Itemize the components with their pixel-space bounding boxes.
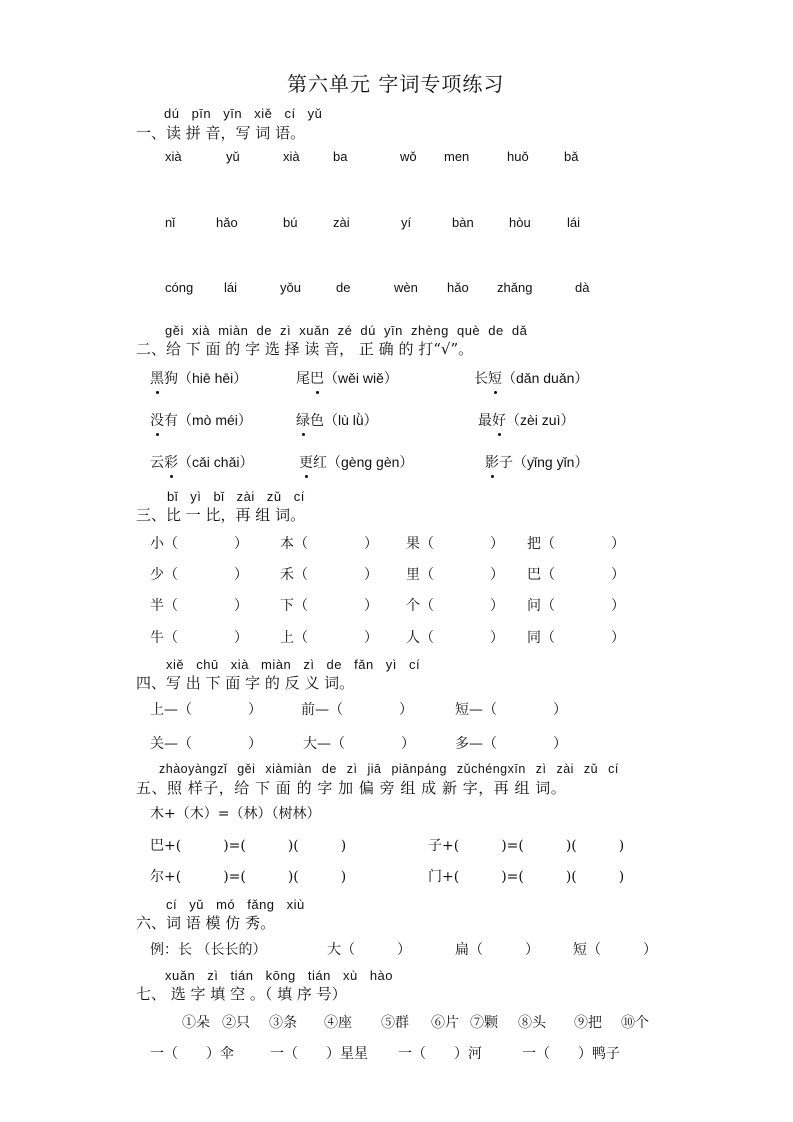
pinyin-cell: yǔ [226,149,240,164]
choice-item: 最好（zèi zuì） [478,412,575,429]
measure-word-cell[interactable]: 一（ ）星星 [270,1046,368,1062]
imitate-cell[interactable]: 扁（ ） [455,942,539,958]
compare-cell[interactable]: 半（ ） [150,598,248,614]
antonym-cell[interactable]: 多—（ ） [455,736,567,752]
option-list [0,1012,793,1032]
compare-cell[interactable]: 上（ ） [280,630,378,646]
pinyin-cell: ba [333,149,348,164]
antonym-cell[interactable]: 短—（ ） [455,702,567,718]
pinyin-options[interactable]: （dǎn duǎn） [502,370,589,386]
choice-item: 影子（yǐng yǐn） [485,454,589,471]
pinyin-cell: lái [224,280,238,295]
radical-row-cell[interactable]: 尔+( )=( )( ) [150,869,347,885]
sec1-row-1 [0,149,793,165]
pinyin-cell: dà [575,280,590,295]
page-title: 第六单元 字词专项练习 [287,72,505,96]
pinyin-cell: men [444,149,470,164]
option-item: ⑦颗 [470,1015,498,1031]
pinyin-options[interactable]: （wěi wiě） [324,370,398,386]
pinyin-cell: yǒu [280,280,301,295]
compare-cell[interactable]: 本（ ） [280,536,378,552]
pinyin-cell: zài [333,215,350,230]
option-item: ①朵 [182,1015,210,1031]
sec1-row-3 [0,280,793,296]
sec1-row-2 [0,215,793,231]
marked-char: 好 [492,410,506,430]
sec5-heading: 五、照 样子，给 下 面 的 字 加 偏 旁 组 成 新 字，再 组 词。 [136,779,567,797]
pinyin-cell: xià [165,149,182,164]
antonym-cell[interactable]: 关—（ ） [150,736,262,752]
pinyin-cell: xià [283,149,300,164]
compare-cell[interactable]: 问（ ） [527,598,625,614]
option-item: ⑤群 [381,1015,409,1031]
pinyin-cell: hǎo [216,215,238,230]
choice-item: 没有（mò méi） [150,412,252,429]
pinyin-cell: cóng [165,280,194,295]
compare-cell[interactable]: 果（ ） [406,536,504,552]
compare-cell[interactable]: 个（ ） [406,598,504,614]
pinyin-options[interactable]: （gèng gèn） [327,454,414,470]
option-item: ④座 [324,1015,352,1031]
pinyin-cell: hòu [509,215,531,230]
pinyin-options[interactable]: （lù lǜ） [324,412,378,428]
imitate-example: 例：长 （长长的） [150,942,267,958]
sec1-heading: 一、读 拼 音，写 词 语。 [136,124,306,142]
compare-cell[interactable]: 小（ ） [150,536,248,552]
option-item: ②只 [222,1015,250,1031]
compare-cell[interactable]: 把（ ） [527,536,625,552]
compare-cell[interactable]: 人（ ） [406,630,504,646]
radical-row-cell[interactable]: 子+( )=( )( ) [428,838,625,854]
compare-cell[interactable]: 下（ ） [280,598,378,614]
pinyin-options[interactable]: （yǐng yǐn） [513,454,589,470]
measure-word-cell[interactable]: 一（ ）伞 [150,1046,234,1062]
sec4-pinyin: xiě chū xià miàn zì de fǎn yì cí [166,657,421,672]
pinyin-cell: wǒ [400,149,417,164]
choice-item: 黑狗（hiē hēi） [150,370,248,387]
pinyin-cell: wèn [394,280,418,295]
sec4-heading: 四、写 出 下 面 字 的 反 义 词。 [136,674,355,692]
sec5-pinyin: zhàoyàngzǐ gěi xiàmiàn de zì jiā piānpáng zǔchéngxīn zì zài zǔ cí [159,762,619,776]
sec7-pinyin: xuǎn zì tián kōng tián xù hào [165,968,394,983]
pinyin-cell: nǐ [165,215,176,230]
sec6-pinyin: cí yǔ mó fǎng xiù [166,897,305,912]
sec1-pinyin: dú pīn yīn xiě cí yǔ [164,106,323,121]
pinyin-options[interactable]: （hiē hēi） [178,370,248,386]
option-item: ⑥片 [431,1015,459,1031]
marked-char: 没 [150,410,164,430]
option-item: ⑩个 [621,1015,649,1031]
imitate-cell[interactable]: 短（ ） [573,942,657,958]
sec2-pinyin: gěi xià miàn de zì xuǎn zé dú yīn zhèng què de dǎ [165,323,528,338]
choice-item: 长短（dǎn duǎn） [474,370,589,387]
compare-cell[interactable]: 牛（ ） [150,630,248,646]
pinyin-cell: bú [283,215,298,230]
marked-char: 彩 [164,452,178,472]
sec2-heading: 二、给 下 面 的 字 选 择 读 音， 正 确 的 打“√”。 [136,340,474,358]
marked-char: 黑 [150,368,164,388]
marked-char: 影 [485,452,499,472]
marked-char: 巴 [310,368,324,388]
marked-char: 绿 [296,410,310,430]
antonym-cell[interactable]: 大—（ ） [303,736,415,752]
pinyin-options[interactable]: （zèi zuì） [506,412,575,428]
measure-word-cell[interactable]: 一（ ）河 [398,1046,482,1062]
imitate-cell[interactable]: 大（ ） [327,942,411,958]
radical-row-cell[interactable]: 巴+( )=( )( ) [150,838,347,854]
marked-char: 更 [299,452,313,472]
sec3-pinyin: bǐ yì bǐ zài zǔ cí [167,489,305,504]
pinyin-cell: bàn [452,215,474,230]
choice-item: 尾巴（wěi wiě） [296,370,398,387]
pinyin-cell: huǒ [507,149,529,164]
pinyin-cell: lái [567,215,581,230]
antonym-cell[interactable]: 上—（ ） [150,702,262,718]
option-item: ⑧头 [518,1015,546,1031]
choice-item: 绿色（lù lǜ） [296,412,378,429]
choice-item: 更红（gèng gèn） [299,454,414,471]
pinyin-options[interactable]: （cǎi chǎi） [178,454,254,470]
compare-cell[interactable]: 少（ ） [150,567,248,583]
compare-cell[interactable]: 里（ ） [406,567,504,583]
radical-row-cell[interactable]: 门+( )=( )( ) [428,869,625,885]
measure-word-cell[interactable]: 一（ ）鸭子 [522,1046,620,1062]
pinyin-cell: de [336,280,351,295]
pinyin-cell: bǎ [564,149,579,164]
sec7-heading: 七、 选 字 填 空 。（ 填 序 号） [136,985,347,1003]
compare-cell[interactable]: 同（ ） [527,630,625,646]
compare-cell[interactable]: 禾（ ） [280,567,378,583]
pinyin-cell: yí [401,215,412,230]
sec6-heading: 六、词 语 模 仿 秀。 [136,914,276,932]
pinyin-cell: zhǎng [497,280,533,295]
sec3-heading: 三、比 一 比，再 组 词。 [136,506,306,524]
choice-item: 云彩（cǎi chǎi） [150,454,254,471]
option-item: ③条 [269,1015,297,1031]
marked-char: 短 [488,368,502,388]
option-item: ⑨把 [574,1015,602,1031]
pinyin-cell: hǎo [447,280,469,295]
compare-cell[interactable]: 巴（ ） [527,567,625,583]
sec5-example: 木+（木）=（林）（树林） [150,806,321,822]
pinyin-options[interactable]: （mò méi） [178,412,252,428]
antonym-cell[interactable]: 前—（ ） [301,702,413,718]
